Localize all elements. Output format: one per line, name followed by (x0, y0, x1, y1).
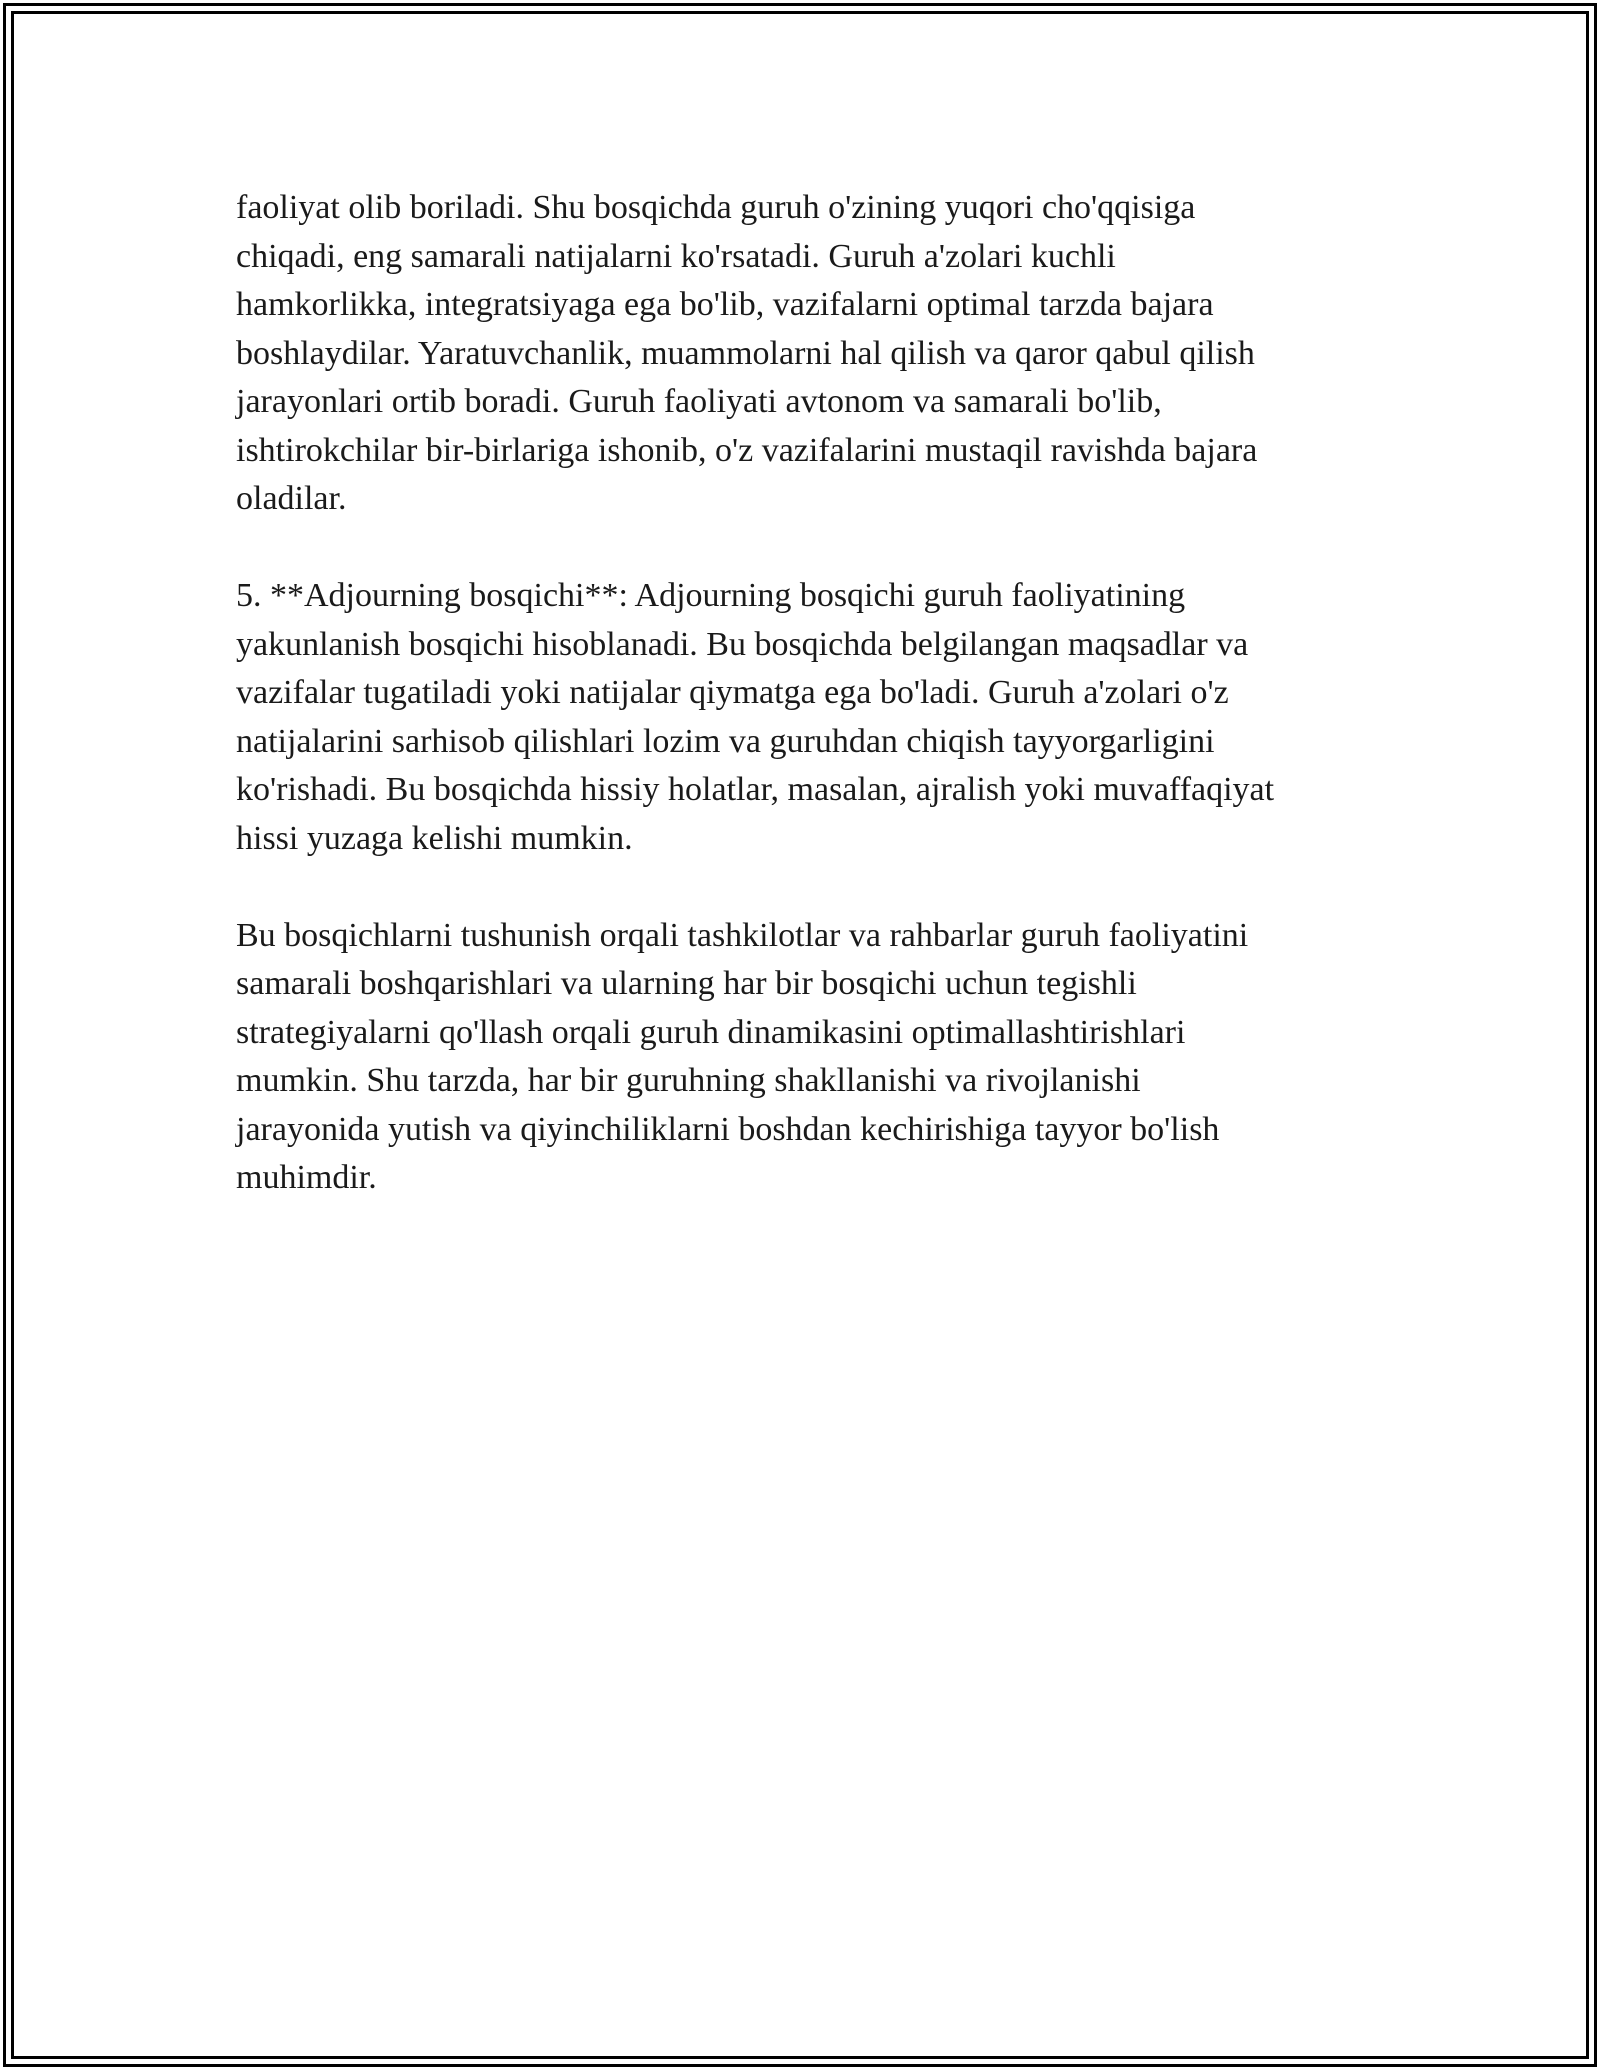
paragraph-conclusion: Bu bosqichlarni tushunish orqali tashkilotlar va rahbarlar guruh faoliyatini samarali boshqarishlari va ularning har bir bosqichi uchun tegishli strategiyalarni qo'llash orqali guruh dinamikasini optimallashtirishlari mumkin. Shu tarzda, har bir guruhning shakllanishi va rivojlanishi jarayonida yutish va qiyinchiliklarni boshdan kechirishiga tayyor bo'lish muhimdir. (236, 916, 1249, 1196)
paragraph-performing-continued: faoliyat olib boriladi. Shu bosqichda guruh o'zining yuqori cho'qqisiga chiqadi, eng samarali natijalarni ko'rsatadi. Guruh a'zolari kuchli hamkorlikka, integratsiyaga ega bo'lib, vazifalarni optimal tarzda bajara boshlaydilar. Yaratuvchanlik, muammolarni hal qilish va qaror qabul qilish jarayonlari ortib boradi. Guruh faoliyati avtonom va samarali bo'lib, ishtirokchilar bir-birlariga ishonib, o'z vazifalarini mustaqil ravishda bajara oladilar. (236, 189, 1258, 517)
document-body (236, 184, 1386, 1251)
paragraph-adjourning-stage: 5. **Adjourning bosqichi**: Adjourning bosqichi guruh faoliyatining yakunlanish bosqichi hisoblanadi. Bu bosqichda belgilangan maqsadlar va vazifalar tugatiladi yoki natijalar qiymatga ega bo'ladi. Guruh a'zolari o'z natijalarini sarhisob qilishlari lozim va guruhdan chiqish tayyorgarligini ko'rishadi. Bu bosqichda hissiy holatlar, masalan, ajralish yoki muvaffaqiyat hissi yuzaga kelishi mumkin. (236, 577, 1275, 857)
